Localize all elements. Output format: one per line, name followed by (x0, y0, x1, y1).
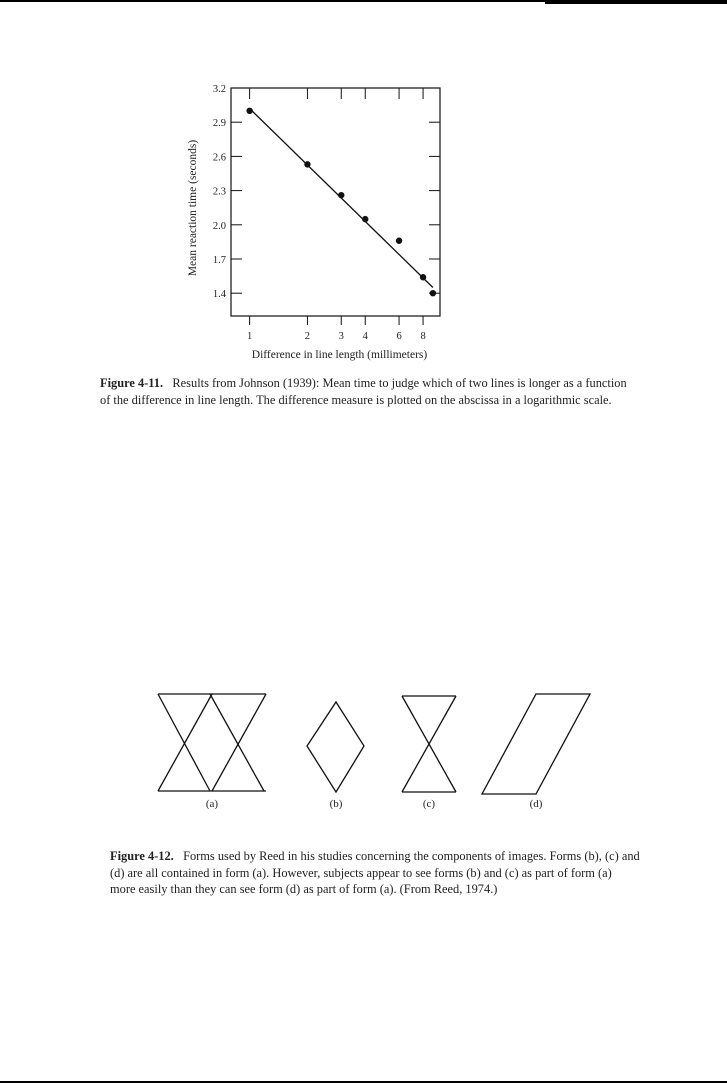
y-tick-label: 1.7 (212, 255, 226, 266)
plot-frame (231, 88, 440, 316)
form-b-shape (307, 702, 364, 792)
y-tick-label: 3.2 (212, 84, 226, 95)
x-axis-label: Difference in line length (millimeters) (251, 349, 428, 361)
form-a-shape (158, 694, 266, 791)
figure-4-12-caption (110, 848, 640, 898)
y-tick-label: 2.9 (212, 118, 226, 130)
x-tick-label: 2 (304, 331, 311, 342)
figure-4-12-forms (0, 680, 727, 810)
data-point (396, 238, 402, 244)
figure-4-12-label: Figure 4-12. (110, 849, 174, 863)
data-point (304, 161, 310, 167)
figure-4-11-label: Figure 4-11. (100, 376, 164, 390)
y-tick-label: 2.0 (212, 220, 226, 232)
figure-4-11-chart (0, 0, 727, 370)
form-c-label: (c) (422, 798, 436, 810)
y-tick-label: 2.3 (212, 186, 226, 198)
x-tick-label: 8 (420, 331, 426, 342)
figure-4-11-caption (100, 375, 640, 408)
figure-4-11-text: Results from Johnson (1939): Mean time to judge which of two lines is longer as a function of the difference in line length. The difference measure is plotted on the abscissa in a logarithmic scale. (100, 376, 627, 407)
form-a-label: (a) (205, 798, 219, 810)
data-point (362, 216, 368, 222)
data-point (430, 290, 436, 296)
x-tick-label: 4 (362, 331, 368, 342)
y-axis-label: Mean reaction time (seconds) (187, 139, 199, 277)
bottom-rule (0, 1081, 727, 1083)
y-tick-label: 2.6 (212, 152, 226, 164)
form-d-label: (d) (529, 798, 543, 810)
x-tick-label: 3 (338, 331, 344, 342)
data-point (420, 274, 426, 280)
data-point (338, 192, 344, 198)
x-tick-label: 1 (246, 331, 253, 342)
x-tick-label: 6 (396, 331, 402, 342)
figure-4-12-text: Forms used by Reed in his studies concerning the components of images. Forms (b), (c) and (d) are all contained in form (a). However, subjects appear to see forms (b) and (c) as part of form (a) more easily than they can see form (d) as part of form (a). (From Reed, 1974.) (110, 849, 640, 896)
form-b-label: (b) (329, 798, 343, 810)
plot-area (187, 84, 440, 361)
form-c-shape (402, 696, 456, 792)
form-d-shape (482, 694, 590, 794)
y-tick-label: 1.4 (212, 289, 226, 301)
data-point (246, 108, 252, 114)
